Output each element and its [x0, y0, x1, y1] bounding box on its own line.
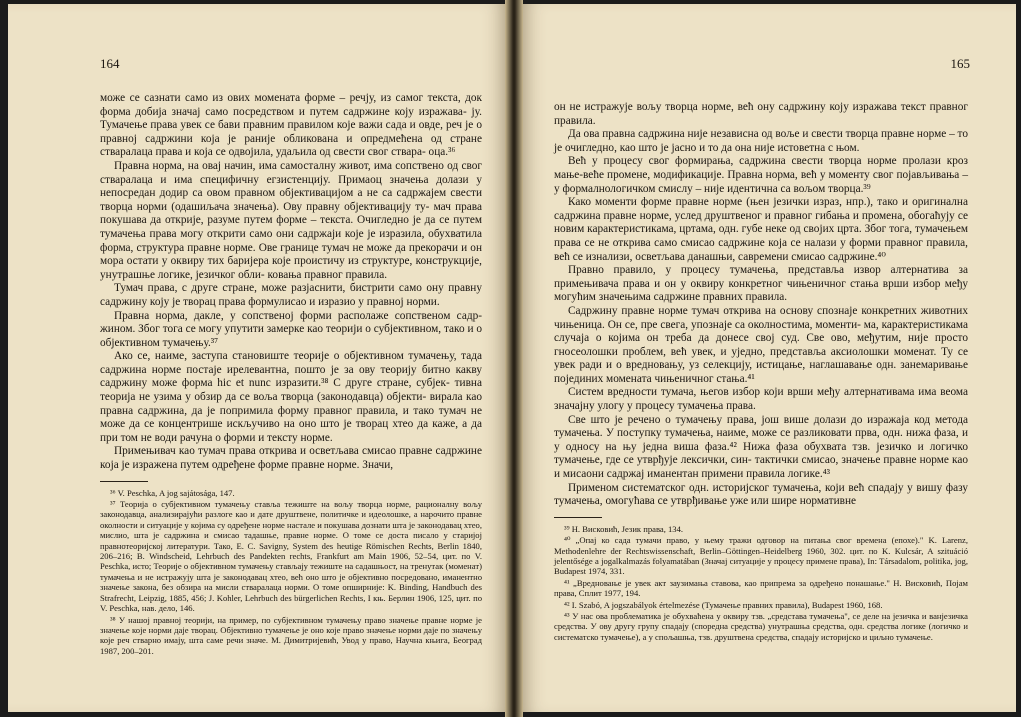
right-body	[554, 101, 968, 643]
paragraph: Како моменти форме правне норме (њен језички израз, нпр.), тако и оригинална садржина правне норме, услед друштвеног и правног гибања и промена, обогаћују се новим карактеристикама, цртама, одн. губе неке од својих црта. Због тога, тумачењем права се не открива само смисао садржине која се налази у форми правног правила, већ се изнализи, осветљава данашњи, савремени смисао садржине.⁴⁰	[554, 196, 968, 263]
paragraph: Правно правило, у процесу тумачења, представља извор алтернатива за примењивача права и он у оквиру конкретног чињеничног стања врши избор међу могућим значењима садржине правних правила.	[554, 264, 968, 304]
paragraph: Правна норма, на овај начин, има самосталну живот, има сопствено од свог стваралаца и има специфичну егзистенцију. Примаоц значења долази у непосредан додир са овом правном објективацијом а не са садржајем свести творца норми (одашиљача значења). Ову правну објективацију ту- мач права покушава да открије, разуме путем форме – текста. Очигледно је да се путем тумачења права могу открити само они садржаји које је изразила, обухватила форма, структура правне норме. Ове границе тумач не може да прекорачи и он мора остати у оквиру тих баријера које проистичу из структуре, конструкције, унутрашње логике, језичког обли- ковања правног правила.	[100, 159, 482, 281]
footnote: ⁴² I. Szabó, A jogszabályok értelmezése (Тумачење правних правила), Budapest 1960, 168.	[564, 599, 883, 610]
footnote: ⁴³ У нас ова проблематика је обухваћена у оквиру тзв. „средстава тумачења", се деле на језичка и ванјезичка средства. У ову другу групу спадају (споредна средства) унутрашња средства, одн. средства логике (логичко и систематско тумачење), а у спољашња, тзв. друштвена средства, спадају историјско и циљно тумачење.	[554, 611, 968, 642]
footnote-rule	[100, 481, 148, 482]
right-page	[520, 4, 1016, 712]
footnote: ³⁷ Теорија о субјективном тумачењу ставља тежиште на вољу творца норме, рационалну вољу законодавца, анализирајући разлоге као и дате друштвене, политичке и идеолошке, а нарочито правне околности и ситуације у којима су одређене норме настале и покушава дознати шта је законодавац хтео, мислио, шта је садржина и смисао тадашње, правне норме. О томе се доста писало у старијој правнотеоријској литератури. Тако, Е. С. Savigny, System des heutige Römischen Rechts, Berlin 1840, 206–216; В. Windscheid, Lehrbuch des Pandekten rechts, Frankfurt am Main 1906, 52–54, цит. по V. Peschka, исто; Теорије о објективном тумачењу стављају тежиште на садашњост, на тренутак (моменат) тумачења и не истражују шта је законодавац хтео, већ оно што је објективно посредовано, иманентно значење закона, без обзира на мисли стваралаца норми. О томе опширније: K. Binding, Handbuch des Strafrecht, Leipzig, 1885, 456; J. Kohler, Lehrbuch des bürgerlichen Rechts, I књ. Берлин 1906, 125, цит. по V. Peschka, нав. дело, 146.	[100, 499, 482, 614]
paragraph: Систем вредности тумача, његов избор који врши међу алтернативама има веома значајну улогу у процесу тумачења права.	[554, 386, 968, 413]
footnote: ³⁸ У нашој правној теорији, на пример, по субјективном тумачењу право значење правне норме је значење које норми даје творац. Објективно тумачење је оно које право значење норми даје по значењу које реч стварно имају, шта саме речи значе. М. Димитријевић, Увод у право, Научна књига, Београд 1987, 200–201.	[100, 614, 482, 656]
paragraph: Све што је речено о тумачењу права, још више долази до изражаја код метода тумачења. У поступку тумачења, наиме, може се разликовати прва, одн. нижа фаза, и у односу на њу једна виша фаза.⁴² Нижа фаза обухвата тзв. језичко и логичко тумачење, где се утврђује лексички, син- тактички смисао, значење правне норме као и мисаони садржај иманентан примени правила логике.⁴³	[554, 413, 968, 481]
paragraph: он не истражује вољу творца норме, већ ону садржину коју изражава текст правног правила.	[554, 101, 968, 127]
footnotes-right	[554, 524, 968, 642]
footnote: ⁴¹ „Вредновање је увек акт заузимања ставова, као припрема за одређено понашање." Н. Висковић, Појам права, Сплит 1977, 194.	[554, 577, 968, 599]
footnote: ⁴⁰ „Опај ко сада тумачи право, у њему тражи одговор на питања свог времена (епохе)." K. Larenz, Methodenlehre der Rechtswissenschaft, Berlin–Göttingen–Heidelberg 1960, 302. цит. по K. Kulcsár, A szituáció jelentősége a jogalkalmazás folyamatában (Значај ситуације у процесу примене права), In: Társadalom, politika, jog, Budapest 1974, 331.	[554, 535, 968, 577]
paragraph: може се сазнати само из ових момената форме – речју, из самог текста, док форма добија значај само посредством и путем садржине коју изражава- ју. Тумачење права увек се бави правним правилом које важи сада и овде, реч је о правној садржини која је раније обликована и опредмећена од стране стваралаца права и која се одвојила, удаљила од свести свог ствара- оца.³⁶	[100, 92, 482, 159]
paragraph: Применом систематског одн. историјског тумачења, који већ спадају у вишу фазу тумачења, омогућава се утврђивање уже или шире нормативне	[554, 481, 968, 508]
footnote: ³⁹ Н. Висковић, Језик права, 134.	[564, 523, 684, 534]
book-gutter	[505, 0, 523, 717]
page-number-left: 164	[100, 56, 120, 71]
paragraph: Садржину правне норме тумач открива на основу спознаје конкретних животних чињеница. Он се, пре свега, упознаје са околностима, моменти- ма, карактеристикама случаја о којима он треба да донесе свој суд. Све ово, међутим, није просто гносеолошки проблем, већ увек, и уједно, представља аксиолошки моменат. Ту се увек ради и о вредновању, уз селекцију, истицање, наглашавање одн. занемаривање појединих момената чињеничног стања.⁴¹	[554, 304, 968, 385]
paragraph: Да ова правна садржина није независна од воље и свести творца правне норме – то је очигледно, као што је јасно и то да она није истоветна с њом.	[554, 128, 968, 154]
footnote: ³⁶ V. Peschka, A jog sajátosága, 147.	[110, 487, 235, 498]
paragraph: Правна норма, дакле, у сопственој форми располаже сопственом садр- жином. Због тога се могу упутити замерке као теорији о субјективном, тако и о објективном тумачењу.³⁷	[100, 309, 482, 349]
page-number-right: 165	[950, 56, 970, 71]
left-body	[100, 92, 482, 657]
paragraph: Тумач права, с друге стране, може разјаснити, бистрити само ону правну садржину коју је творац права формулисао и изразио у правној норми.	[100, 282, 482, 308]
footnotes-left	[100, 488, 482, 657]
paragraph: Ако се, наиме, заступа становиште теорије о објективном тумачењу, тада садржина норме постаје ирелевантна, пошто је за ову теорију битно какву садржину може форма hic et nunc изразити.³⁸ С друге стране, субјек- тивна теорија не узима у обзир да се воља творца (законодавца) објекти- вирала као правна садржина, да је попримила форму правног правила, и тако тумач не може да се концентрише искључиво на оно што је творац хтео да каже, а да при том не води рачуна о форми и тексту норме.	[100, 350, 482, 444]
left-page	[8, 4, 508, 712]
footnote-rule	[554, 517, 602, 518]
paragraph: Већ у процесу свог формирања, садржина свести творца норме пролази кроз мање-веће промене, модификације. Правна норма, већ у моменту свог појављивања – у формалнологичком смислу – није идентична са вољом творца.³⁹	[554, 155, 968, 195]
paragraph: Примењивач као тумач права открива и осветљава смисао правне садржине која је изражена путем одређене форме правне норме. Значи,	[100, 445, 482, 472]
